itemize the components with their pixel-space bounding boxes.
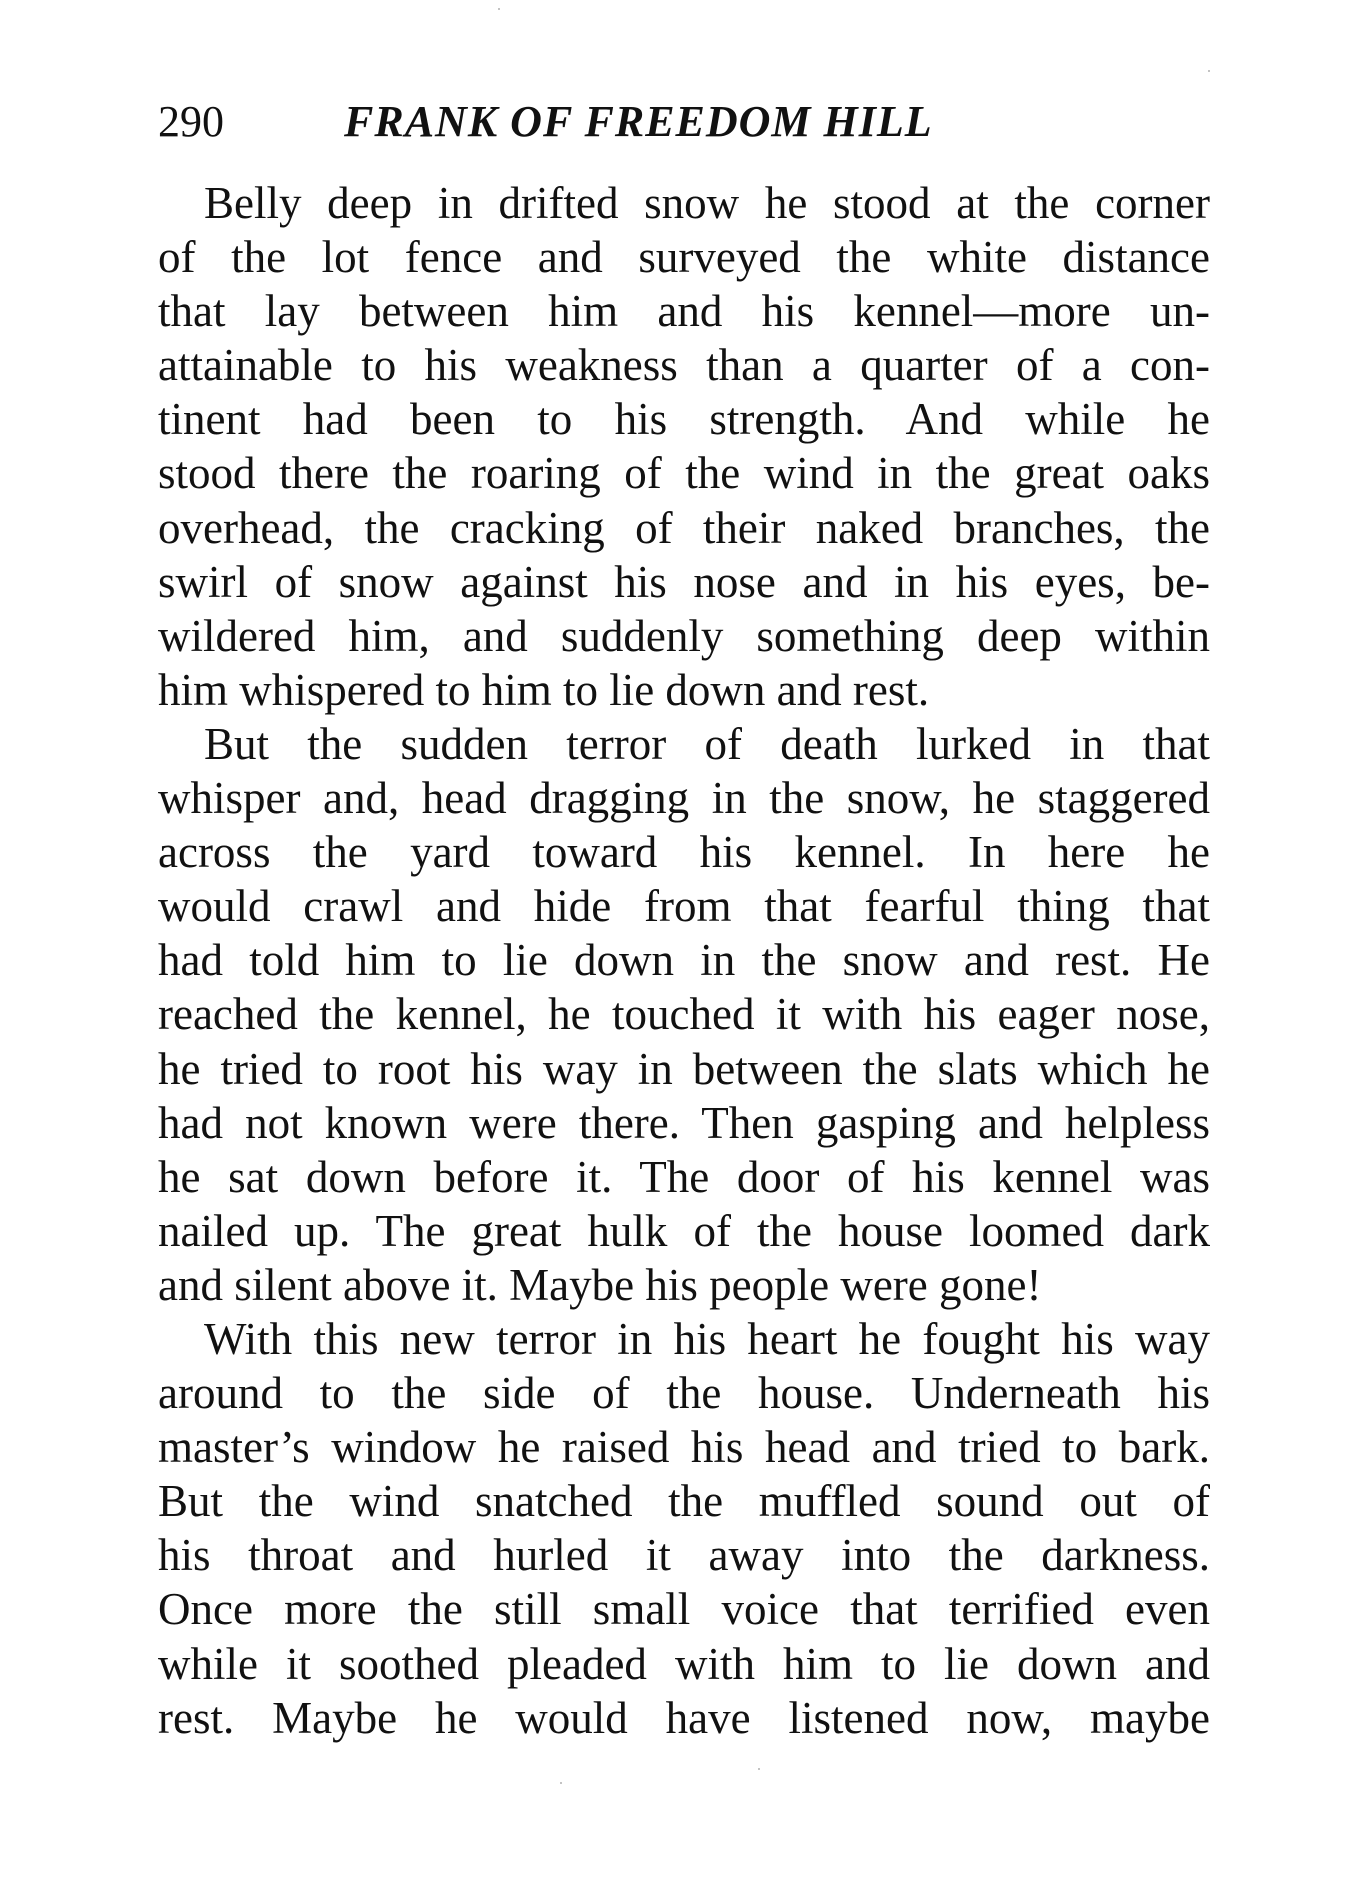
text-line: his throat and hurled it away into the darkness. (158, 1530, 1210, 1581)
text-line: tinent had been to his strength. And while he (158, 394, 1210, 445)
page-header (158, 92, 1018, 152)
text-line: had not known were there. Then gasping and helpless (158, 1097, 1210, 1148)
text-line: he sat down before it. The door of his kennel was (158, 1151, 1210, 1202)
text-line: reached the kennel, he touched it with his eager nose, (158, 989, 1210, 1040)
text-line: and silent above it. Maybe his people were gone! (158, 1259, 1042, 1310)
text-line: would crawl and hide from that fearful thing that (158, 881, 1210, 932)
scan-speck (560, 1782, 562, 1784)
text-line: rest. Maybe he would have listened now, maybe (158, 1692, 1210, 1743)
text-line: swirl of snow against his nose and in his eyes, be- (158, 556, 1210, 607)
text-line: while it soothed pleaded with him to lie down and (158, 1638, 1210, 1689)
text-line: he tried to root his way in between the slats which he (158, 1043, 1210, 1094)
text-line: whisper and, head dragging in the snow, he staggered (158, 773, 1210, 824)
text-line: nailed up. The great hulk of the house loomed dark (158, 1205, 1210, 1256)
text-line: that lay between him and his kennel—more un- (158, 286, 1210, 337)
page-number: 290 (158, 97, 224, 146)
text-line: had told him to lie down in the snow and rest. He (158, 935, 1210, 986)
text-line: Belly deep in drifted snow he stood at the corner (204, 178, 1210, 228)
text-line: stood there the roaring of the wind in the great oaks (158, 448, 1210, 499)
scan-speck (498, 8, 500, 10)
text-line: across the yard toward his kennel. In here he (158, 827, 1210, 878)
text-line: attainable to his weakness than a quarter of a con- (158, 340, 1210, 391)
text-line: wildered him, and suddenly something deep within (158, 610, 1210, 661)
text-line: master’s window he raised his head and tried to bark. (158, 1422, 1210, 1473)
text-line: of the lot fence and surveyed the white distance (158, 232, 1210, 283)
text-line: around to the side of the house. Underneath his (158, 1368, 1210, 1419)
text-line: But the wind snatched the muffled sound out of (158, 1476, 1210, 1527)
text-line: overhead, the cracking of their naked branches, the (158, 502, 1210, 553)
scan-speck (758, 1768, 760, 1770)
running-title: FRANK OF FREEDOM HILL (344, 97, 933, 146)
text-line: him whispered to him to lie down and rest. (158, 664, 930, 715)
scan-speck (1208, 70, 1210, 72)
text-line: With this new terror in his heart he fought his way (204, 1313, 1210, 1364)
text-line: Once more the still small voice that terrified even (158, 1584, 1210, 1635)
text-line: But the sudden terror of death lurked in that (204, 718, 1210, 769)
body-text (158, 176, 1210, 1745)
